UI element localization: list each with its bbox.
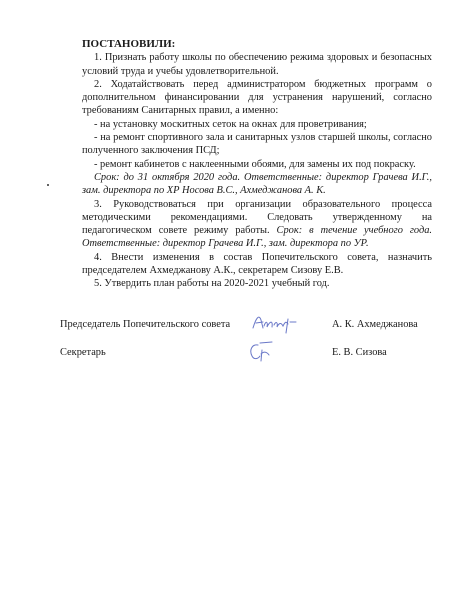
deadline-2: Срок: до 31 октября 2020 года. Ответственные: директор Грачева И.Г., зам. директора по ХР Носова В.С., Ахмеджанова А. К. <box>82 171 432 197</box>
item-3 <box>82 198 432 251</box>
item-1: 1. Признать работу школы по обеспечению режима здоровых и безопасных условий труда и учебы удовлетворительной. <box>82 52 432 77</box>
resolution-text <box>82 38 432 291</box>
item-4: 4. Внести изменения в состав Попечительского совета, назначить председателем Ахмеджанову А.К., секретарем Сизову Е.В. <box>82 251 432 277</box>
chair-role: Председатель Попечительского совета <box>60 319 231 330</box>
chair-handwritten-signature <box>250 310 298 336</box>
stray-mark <box>47 184 49 186</box>
chair-name: А. К. Ахмеджанова <box>332 319 418 330</box>
item-5: 5. Утвердить план работы на 2020-2021 учебный год. <box>94 278 330 290</box>
bullet-3: - ремонт кабинетов с наклеенными обоями, для замены их под покраску. <box>94 158 416 170</box>
secretary-name: Е. В. Сизова <box>332 347 387 358</box>
secretary-handwritten-signature <box>246 340 276 364</box>
secretary-role: Секретарь <box>60 347 106 358</box>
resolution-heading: ПОСТАНОВИЛИ: <box>82 38 176 50</box>
item-3-deadline: Срок: в течение учебного года. Ответственные: директор Грачева И.Г., зам. директора по УР. <box>82 225 432 250</box>
bullet-1: - на установку москитных сеток на окнах для проветривания; <box>94 118 367 130</box>
item-3-text: 3. Руководствоваться при организации образовательного процесса методическими рекомендациями. Следовать утвержденному на педагогическом совете режиму работы. <box>82 198 432 237</box>
item-2: 2. Ходатайствовать перед администратором бюджетных программ о дополнительном финансировании для устранения нарушений, согласно требованиям Санитарных правил, а именно: <box>82 78 432 117</box>
bullet-2: - на ремонт спортивного зала и санитарных узлов старшей школы, согласно полученного заключения ПСД; <box>82 132 432 157</box>
